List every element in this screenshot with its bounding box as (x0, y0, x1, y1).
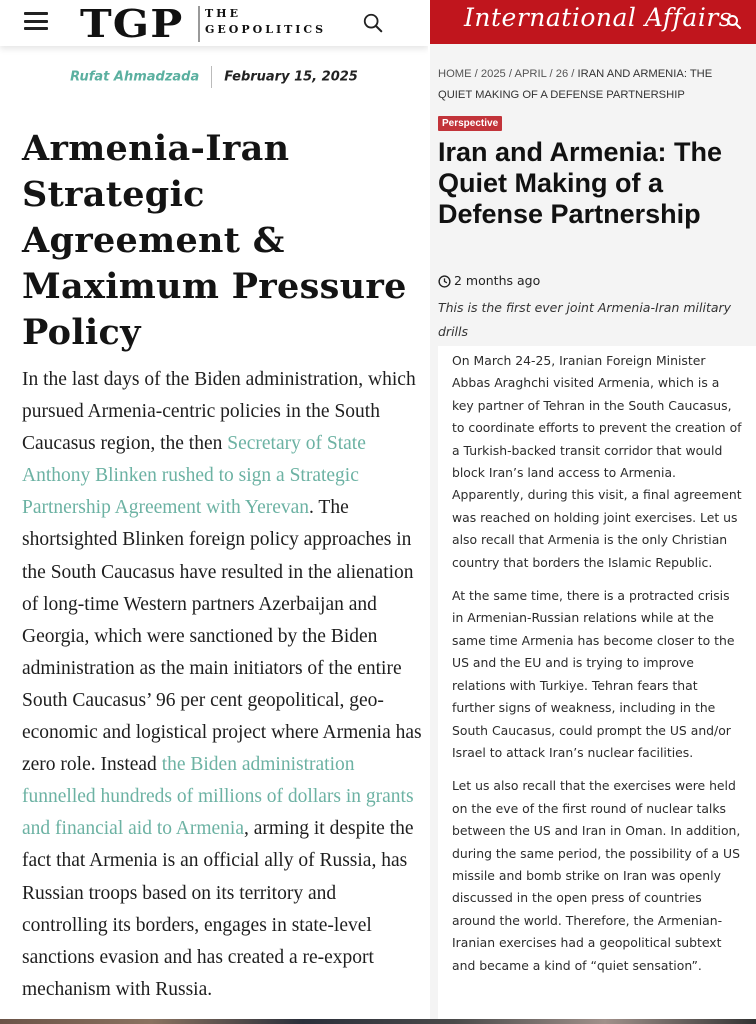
body-text: In the last days of the Biden administration, which pursued Armenia-centric policies in the South Caucasus region, the then (22, 369, 416, 455)
article-dek: This is the first ever joint Armenia-Iran military drills (438, 300, 732, 339)
breadcrumb-day[interactable]: 26 (555, 68, 569, 80)
breadcrumb-sep: / (546, 68, 556, 80)
tgp-header (0, 0, 428, 46)
article-title: Armenia-Iran Strategic Agreement & Maximum Pressure Policy (22, 128, 407, 353)
funding-link[interactable]: the Biden administration funnelled hundreds of millions of dollars in grants and financial aid to Armenia (22, 754, 414, 840)
breadcrumb-sep: / (471, 68, 481, 80)
article-title: Iran and Armenia: The Quiet Making of a Defense Partnership (438, 137, 723, 229)
clock-icon (438, 275, 451, 288)
ia-logo[interactable]: International Affairs (464, 3, 733, 32)
search-icon[interactable] (362, 12, 384, 34)
article-body (452, 350, 744, 988)
category-badge[interactable]: Perspective (438, 116, 502, 131)
breadcrumb-sep: / (568, 68, 578, 80)
body-text: . The shortsighted Blinken foreign policy approaches in the South Caucasus have resulted in the alienation of long-time Western partners Azerbaijan and Georgia, which were sanctioned by the Biden administration as the main initiators of the entire South Caucasus’ 96 per cent geopolitical, geo-economic and logistical project where Armenia has zero role. Instead (22, 497, 422, 776)
blinken-agreement-link[interactable]: Secretary of State Anthony Blinken rushed to sign a Strategic Partnership Agreement with Yerevan (22, 433, 366, 519)
author-link[interactable]: Rufat Ahmadzada (70, 69, 200, 85)
byline-divider (211, 66, 212, 88)
body-paragraph: At the same time, there is a protracted crisis in Armenian-Russian relations while at the same time Armenia has become closer to the US and the EU and is trying to improve relations with Turkiye. Tehran fears that further signs of weakness, including in the South Caucasus, could prompt the US and/or Israel to attack Iran’s nuclear facilities. (452, 588, 735, 760)
tgp-logo[interactable]: TGP (80, 1, 184, 46)
cropped-image-strip (0, 1019, 756, 1024)
body-paragraph: On March 24-25, Iranian Foreign Minister Abbas Araghchi visited Armenia, which is a key partner of Tehran in the South Caucasus, to coordinate efforts to prevent the creation of a Turkish-backed transit corridor that would block Iran’s land access to Armenia. Apparently, during this visit, a final agreement was reached on holding joint exercises. Let us also recall that Armenia is the only Christian country that borders the Islamic Republic. (452, 353, 742, 570)
time-ago: 2 months ago (454, 273, 541, 288)
breadcrumb-year[interactable]: 2025 (480, 68, 506, 80)
article-body (22, 364, 422, 1006)
breadcrumb (438, 64, 748, 106)
body-text: , arming it despite the fact that Armenia is an official ally of Russia, has Russian troops based on its territory and controlling its borders, engages in state-level sanctions evasion and has created a re-export mechanism with Russia. (22, 818, 414, 1000)
logo-sub-line2: GEOPOLITICS (205, 23, 327, 36)
logo-sub-line1: THE (205, 7, 241, 20)
logo-divider (198, 6, 200, 42)
ia-header (430, 0, 756, 44)
breadcrumb-month[interactable]: APRIL (514, 68, 547, 80)
publish-date: February 15, 2025 (224, 69, 358, 85)
post-time (438, 273, 540, 288)
byline (0, 66, 428, 88)
breadcrumb-home[interactable]: HOME (438, 68, 472, 80)
tgp-logo-subtitle (205, 6, 326, 38)
breadcrumb-current: IRAN AND ARMENIA: THE QUIET MAKING OF A DEFENSE PARTNERSHIP (438, 68, 713, 101)
body-paragraph: Let us also recall that the exercises were held on the eve of the first round of nuclear talks between the US and Iran in Oman. In addition, during the same period, the possibility of a US missile and bomb strike on Iran was openly discussed in the open press of countries around the world. Therefore, the Armenian-Iranian exercises had a geopolitical subtext and became a kind of “quiet sensation”. (452, 778, 741, 973)
ia-article-panel (430, 0, 756, 1024)
hamburger-icon[interactable] (24, 12, 48, 30)
breadcrumb-sep: / (505, 68, 515, 80)
search-icon[interactable] (726, 14, 742, 30)
article-body-card (438, 346, 756, 1024)
